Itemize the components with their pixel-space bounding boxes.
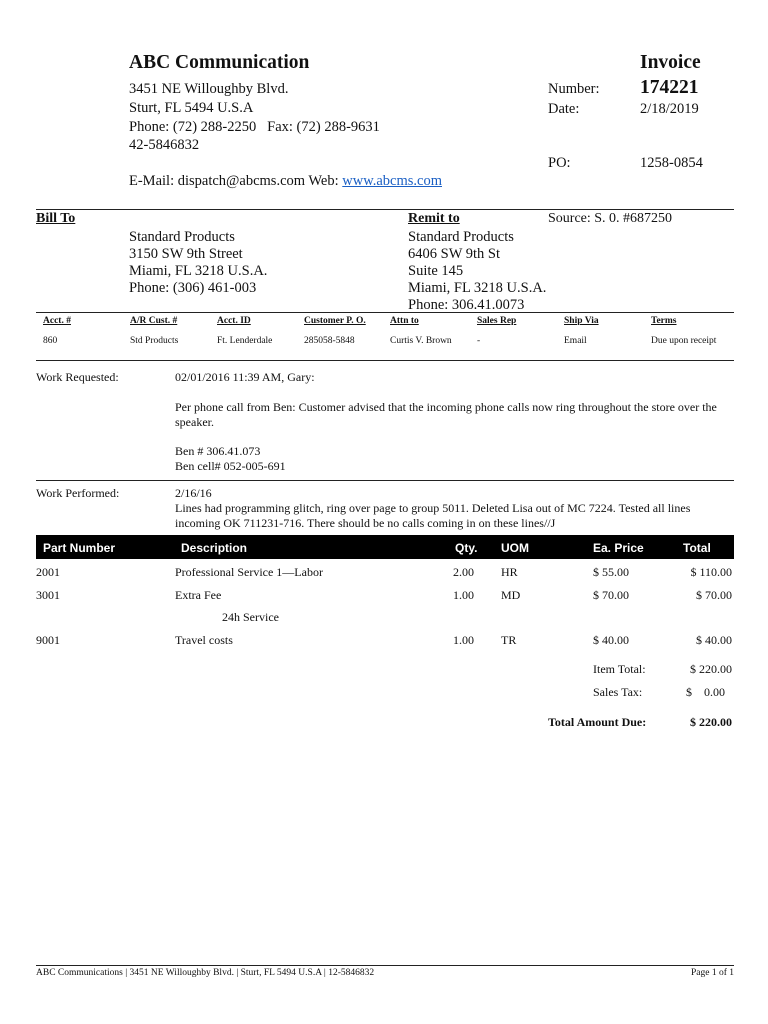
item-price: $ 55.00: [593, 565, 629, 579]
remit-to-line: Miami, FL 3218 U.S.A.: [408, 280, 547, 296]
acct-header: Acct. ID: [217, 316, 251, 326]
acct-value: Due upon receipt: [651, 336, 717, 346]
item-sub-description: 24h Service: [222, 610, 279, 624]
item-description: Travel costs: [175, 633, 233, 647]
item-uom: HR: [501, 565, 518, 579]
item-total-label: Item Total:: [593, 662, 646, 676]
remit-to-line: Suite 145: [408, 263, 464, 279]
item-price: $ 70.00: [593, 588, 629, 602]
work-requested-ben-cell: Ben cell# 052-005-691: [175, 459, 286, 473]
bill-to-address: [129, 229, 267, 297]
item-part: 2001: [36, 565, 60, 579]
acct-header: Attn to: [390, 316, 419, 326]
page-number: Page 1 of 1: [690, 968, 734, 978]
invoice-date: 2/18/2019: [640, 101, 699, 117]
work-performed-date: 2/16/16: [175, 486, 212, 500]
items-header-total: Total: [683, 541, 711, 555]
remit-to-line: 6406 SW 9th St: [408, 246, 500, 262]
divider-account: [36, 312, 734, 313]
acct-header: Ship Via: [564, 316, 599, 326]
acct-header: Customer P. O.: [304, 316, 366, 326]
item-part: 9001: [36, 633, 60, 647]
company-web-link[interactable]: www.abcms.com: [342, 173, 442, 189]
item-price: $ 40.00: [593, 633, 629, 647]
company-phone-fax: Phone: (72) 288-2250 Fax: (72) 288-9631: [129, 119, 380, 135]
invoice-number: 174221: [640, 77, 699, 98]
acct-value: Curtis V. Brown: [390, 336, 452, 346]
remit-to-line: Phone: 306.41.0073: [408, 297, 525, 313]
divider-top: [36, 209, 734, 210]
company-name: ABC Communication: [129, 52, 310, 73]
invoice-title: Invoice: [640, 52, 701, 73]
bill-to-line: Phone: (306) 461-003: [129, 280, 257, 296]
remit-to-line: Standard Products: [408, 229, 514, 245]
company-address-2: Sturt, FL 5494 U.S.A: [129, 100, 254, 116]
work-requested-text: Per phone call from Ben: Customer advised that the incoming phone calls now ring throughout the store over the speaker.: [175, 400, 717, 429]
work-requested-line: 02/01/2016 11:39 AM, Gary:: [175, 370, 315, 384]
item-total-value: $ 220.00: [690, 662, 732, 676]
acct-value: Std Products: [130, 336, 179, 346]
work-performed-text: Lines had programming glitch, ring over page to group 5011. Deleted Lisa out of MC 7224. Tested all lines incoming OK 711231-716. There should be no calls coming in on these lines//J: [175, 501, 691, 530]
invoice-po-label: PO:: [548, 155, 571, 171]
company-email: E-Mail: dispatch@abcms.com Web:: [129, 173, 339, 189]
acct-header: A/R Cust. #: [130, 316, 178, 326]
work-performed-label: Work Performed:: [36, 486, 120, 500]
bill-to-line: 3150 SW 9th Street: [129, 246, 243, 262]
sales-tax-label: Sales Tax:: [593, 685, 643, 699]
acct-value: 285058-5848: [304, 336, 355, 346]
items-header-description: Description: [181, 541, 248, 555]
company-id: 42-5846832: [129, 137, 200, 153]
item-description: Professional Service 1—Labor: [175, 565, 323, 579]
item-total: $ 110.00: [690, 565, 732, 579]
acct-value: -: [477, 336, 481, 346]
acct-header: Sales Rep: [477, 316, 517, 326]
divider-work-performed: [36, 480, 734, 481]
item-total: $ 40.00: [696, 633, 732, 647]
items-header-uom: UOM: [501, 541, 529, 555]
divider-work-requested: [36, 360, 734, 361]
divider-footer: [36, 965, 734, 966]
total-due-label: Total Amount Due:: [548, 715, 647, 729]
company-contact: [129, 173, 442, 190]
invoice-po: 1258-0854: [640, 155, 703, 171]
invoice-number-label: Number:: [548, 81, 600, 97]
item-qty: 2.00: [453, 565, 474, 579]
source-order: Source: S. 0. #687250: [548, 211, 673, 226]
item-uom: MD: [501, 588, 521, 602]
work-requested-ben-phone: Ben # 306.41.073: [175, 444, 261, 458]
company-address-1: 3451 NE Willoughby Blvd.: [129, 81, 289, 97]
acct-header: Terms: [651, 316, 677, 326]
bill-to-label: Bill To: [36, 211, 76, 226]
item-qty: 1.00: [453, 588, 474, 602]
item-total: $ 70.00: [696, 588, 732, 602]
items-header-qty: Qty.: [455, 541, 478, 555]
sales-tax-value: $ 0.00: [686, 685, 725, 699]
item-qty: 1.00: [453, 633, 474, 647]
invoice-date-label: Date:: [548, 101, 580, 117]
bill-to-line: Miami, FL 3218 U.S.A.: [129, 263, 268, 279]
item-description: Extra Fee: [175, 588, 222, 602]
items-header-price: Ea. Price: [593, 541, 644, 555]
footer-company: ABC Communications | 3451 NE Willoughby Blvd. | Sturt, FL 5494 U.S.A | 12-5846832: [36, 968, 375, 978]
item-part: 3001: [36, 588, 60, 602]
remit-to-label: Remit to: [408, 211, 460, 226]
item-uom: TR: [501, 633, 517, 647]
acct-value: Email: [564, 336, 587, 346]
acct-value: 860: [43, 336, 58, 346]
acct-header: Acct. #: [43, 316, 71, 326]
bill-to-line: Standard Products: [129, 229, 235, 245]
items-header-part: Part Number: [43, 541, 116, 555]
total-due-value: $ 220.00: [690, 715, 732, 729]
acct-value: Ft. Lenderdale: [217, 336, 273, 346]
remit-to-address: [408, 229, 546, 314]
work-requested-label: Work Requested:: [36, 370, 119, 384]
